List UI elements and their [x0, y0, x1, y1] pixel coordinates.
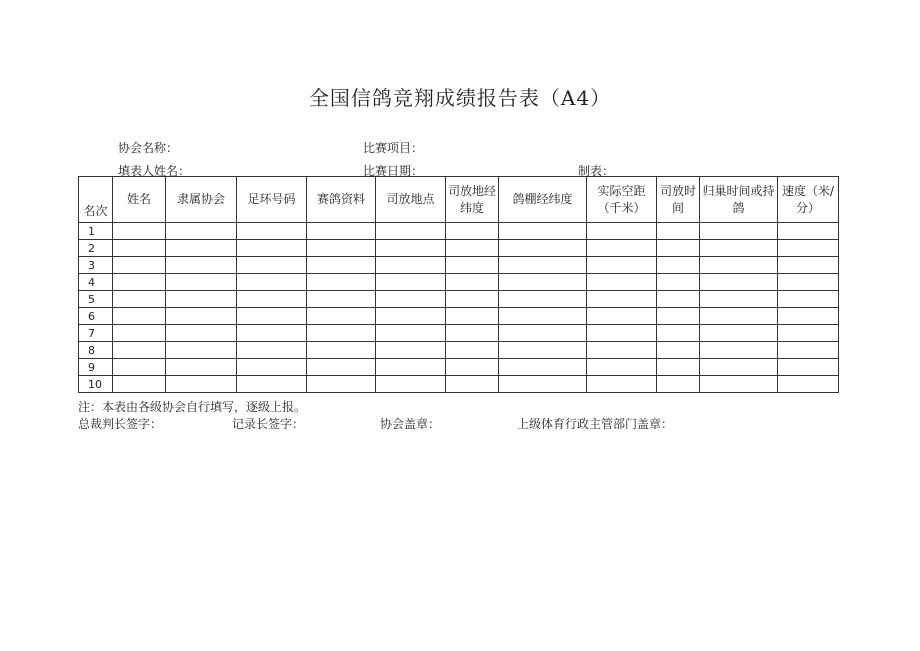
authority-seal-label: 上级体育行政主管部门盖章：	[517, 417, 674, 431]
blank-cell	[446, 291, 499, 308]
header-name: 姓名	[113, 177, 166, 223]
blank-cell	[446, 274, 499, 291]
chief-referee-signature-label: 总裁判长签字：	[78, 417, 163, 431]
filler-name-label: 填表人姓名：	[118, 164, 191, 178]
blank-cell	[778, 291, 839, 308]
blank-cell	[446, 223, 499, 240]
blank-cell	[700, 308, 778, 325]
blank-cell	[657, 308, 700, 325]
rank-cell: 3	[79, 257, 113, 274]
blank-cell	[446, 325, 499, 342]
blank-cell	[587, 240, 657, 257]
rank-cell: 1	[79, 223, 113, 240]
header-arrival-time: 归巢时间或持鸽	[700, 177, 778, 223]
race-date-label: 比赛日期：	[363, 164, 424, 178]
blank-cell	[376, 257, 446, 274]
blank-cell	[166, 376, 237, 393]
result-rows	[79, 223, 839, 393]
blank-cell	[113, 308, 166, 325]
blank-cell	[499, 240, 587, 257]
blank-cell	[166, 291, 237, 308]
table-row	[79, 359, 839, 376]
made-by-label: 制表：	[578, 164, 615, 178]
blank-cell	[700, 274, 778, 291]
rank-cell: 9	[79, 359, 113, 376]
blank-cell	[587, 376, 657, 393]
blank-cell	[778, 240, 839, 257]
blank-cell	[113, 359, 166, 376]
table-row	[79, 257, 839, 274]
blank-cell	[307, 359, 376, 376]
blank-cell	[307, 291, 376, 308]
blank-cell	[499, 274, 587, 291]
race-item-label: 比赛项目：	[363, 141, 424, 155]
table-row	[79, 291, 839, 308]
blank-cell	[778, 325, 839, 342]
blank-cell	[307, 342, 376, 359]
blank-cell	[237, 291, 307, 308]
blank-cell	[499, 325, 587, 342]
blank-cell	[587, 359, 657, 376]
header-loft-coords: 鸽棚经纬度	[499, 177, 587, 223]
association-seal-label: 协会盖章：	[380, 417, 441, 431]
blank-cell	[376, 308, 446, 325]
header-ring-number: 足环号码	[237, 177, 307, 223]
blank-cell	[700, 342, 778, 359]
blank-cell	[113, 274, 166, 291]
blank-cell	[113, 223, 166, 240]
blank-cell	[237, 342, 307, 359]
rank-cell: 6	[79, 308, 113, 325]
blank-cell	[307, 223, 376, 240]
association-name-label: 协会名称：	[118, 141, 179, 155]
page-title: 全国信鸽竞翔成绩报告表（A4）	[308, 86, 612, 110]
blank-cell	[113, 291, 166, 308]
table-row	[79, 274, 839, 291]
blank-cell	[113, 240, 166, 257]
blank-cell	[657, 257, 700, 274]
blank-cell	[237, 325, 307, 342]
footer-note: 注：本表由各级协会自行填写，逐级上报。	[78, 400, 307, 414]
rank-cell: 2	[79, 240, 113, 257]
header-row	[79, 177, 839, 223]
blank-cell	[499, 308, 587, 325]
blank-cell	[166, 223, 237, 240]
blank-cell	[587, 274, 657, 291]
blank-cell	[166, 359, 237, 376]
blank-cell	[307, 240, 376, 257]
table-row	[79, 223, 839, 240]
results-table	[78, 176, 839, 393]
blank-cell	[499, 376, 587, 393]
blank-cell	[587, 325, 657, 342]
blank-cell	[587, 308, 657, 325]
blank-cell	[587, 223, 657, 240]
blank-cell	[446, 240, 499, 257]
blank-cell	[376, 240, 446, 257]
blank-cell	[376, 291, 446, 308]
table-row	[79, 342, 839, 359]
blank-cell	[113, 376, 166, 393]
blank-cell	[700, 240, 778, 257]
blank-cell	[446, 257, 499, 274]
blank-cell	[657, 240, 700, 257]
header-release-coords: 司放地经纬度	[446, 177, 499, 223]
blank-cell	[700, 376, 778, 393]
blank-cell	[657, 223, 700, 240]
blank-cell	[657, 291, 700, 308]
blank-cell	[166, 274, 237, 291]
blank-cell	[237, 257, 307, 274]
blank-cell	[499, 257, 587, 274]
blank-cell	[657, 325, 700, 342]
blank-cell	[113, 257, 166, 274]
blank-cell	[657, 274, 700, 291]
blank-cell	[166, 325, 237, 342]
blank-cell	[657, 376, 700, 393]
blank-cell	[166, 308, 237, 325]
blank-cell	[587, 342, 657, 359]
rank-cell: 4	[79, 274, 113, 291]
blank-cell	[700, 257, 778, 274]
blank-cell	[113, 325, 166, 342]
blank-cell	[113, 342, 166, 359]
blank-cell	[376, 223, 446, 240]
blank-cell	[778, 308, 839, 325]
blank-cell	[499, 359, 587, 376]
header-distance: 实际空距（千米）	[587, 177, 657, 223]
blank-cell	[307, 325, 376, 342]
blank-cell	[700, 291, 778, 308]
blank-cell	[166, 342, 237, 359]
blank-cell	[778, 342, 839, 359]
blank-cell	[237, 223, 307, 240]
header-release-site: 司放地点	[376, 177, 446, 223]
blank-cell	[499, 223, 587, 240]
rank-cell: 7	[79, 325, 113, 342]
header-association: 隶属协会	[166, 177, 237, 223]
blank-cell	[446, 376, 499, 393]
blank-cell	[700, 359, 778, 376]
header-release-time: 司放时间	[657, 177, 700, 223]
blank-cell	[237, 308, 307, 325]
blank-cell	[446, 342, 499, 359]
blank-cell	[307, 257, 376, 274]
blank-cell	[778, 274, 839, 291]
blank-cell	[166, 257, 237, 274]
blank-cell	[499, 342, 587, 359]
blank-cell	[657, 342, 700, 359]
blank-cell	[237, 376, 307, 393]
rank-cell: 10	[79, 376, 113, 393]
blank-cell	[307, 274, 376, 291]
blank-cell	[376, 274, 446, 291]
blank-cell	[237, 274, 307, 291]
blank-cell	[657, 359, 700, 376]
blank-cell	[376, 376, 446, 393]
blank-cell	[778, 223, 839, 240]
table-row	[79, 308, 839, 325]
table-row	[79, 376, 839, 393]
table-row	[79, 325, 839, 342]
blank-cell	[778, 257, 839, 274]
rank-cell: 5	[79, 291, 113, 308]
header-speed: 速度（米/分）	[778, 177, 839, 223]
blank-cell	[700, 325, 778, 342]
blank-cell	[778, 359, 839, 376]
table-row	[79, 240, 839, 257]
blank-cell	[376, 359, 446, 376]
blank-cell	[587, 257, 657, 274]
blank-cell	[237, 359, 307, 376]
header-rank: 名次	[79, 177, 113, 223]
recorder-signature-label: 记录长签字：	[232, 417, 305, 431]
blank-cell	[587, 291, 657, 308]
blank-cell	[307, 376, 376, 393]
blank-cell	[446, 359, 499, 376]
header-pigeon-info: 赛鸽资料	[307, 177, 376, 223]
rank-cell: 8	[79, 342, 113, 359]
blank-cell	[376, 325, 446, 342]
blank-cell	[307, 308, 376, 325]
blank-cell	[446, 308, 499, 325]
blank-cell	[166, 240, 237, 257]
blank-cell	[700, 223, 778, 240]
blank-cell	[376, 342, 446, 359]
blank-cell	[237, 240, 307, 257]
blank-cell	[778, 376, 839, 393]
blank-cell	[499, 291, 587, 308]
